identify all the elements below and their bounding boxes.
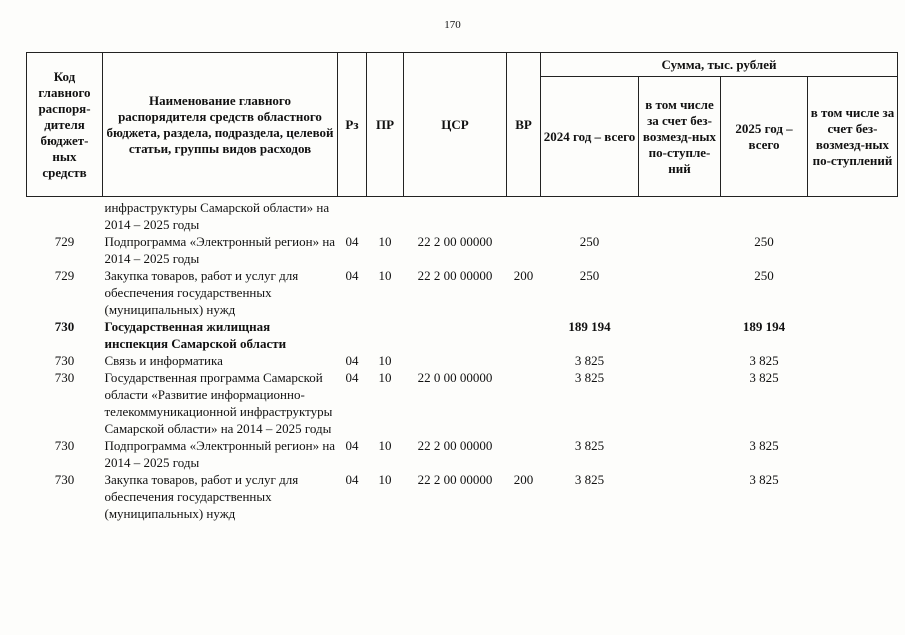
header-vr: ВР — [507, 53, 541, 197]
cell-csr: 22 2 00 00000 — [417, 438, 493, 453]
header-sum: Сумма, тыс. рублей — [541, 53, 898, 77]
header-2024-free: в том числе за счет без-возмезд-ных по-ступле-ний — [639, 77, 721, 197]
cell-vr — [507, 318, 541, 352]
cell-2025-total — [721, 197, 808, 234]
cell-vr: 200 — [513, 268, 534, 283]
cell-vr: 200 — [513, 472, 534, 487]
cell-code: 729 — [54, 234, 75, 249]
header-2024-total: 2024 год – всего — [541, 77, 639, 197]
cell-2024-free — [639, 437, 721, 471]
table-body — [27, 197, 898, 523]
cell-pr: 10 — [378, 370, 392, 385]
cell-pr: 10 — [378, 268, 392, 283]
cell-rz: 04 — [345, 472, 359, 487]
header-pr: ПР — [367, 53, 404, 197]
cell-rz: 04 — [345, 234, 359, 249]
cell-name: Подпрограмма «Электронный регион» на 2014 – 2025 годы — [104, 234, 336, 266]
cell-code: 730 — [54, 353, 75, 368]
cell-2025-free — [808, 369, 898, 437]
cell-code: 730 — [54, 472, 75, 487]
header-name: Наименование главного распорядителя средств областного бюджета, раздела, подраздела, целевой статьи, группы видов расходов — [103, 53, 338, 197]
cell-2025-free — [808, 437, 898, 471]
cell-2024-total: 3 825 — [574, 472, 605, 487]
cell-csr: 22 2 00 00000 — [417, 234, 493, 249]
cell-csr: 22 2 00 00000 — [417, 472, 493, 487]
cell-2024-total: 250 — [579, 234, 600, 249]
cell-pr — [367, 318, 404, 352]
cell-2025-total: 189 194 — [742, 319, 786, 334]
budget-table — [26, 52, 898, 522]
header-csr: ЦСР — [404, 53, 507, 197]
cell-code: 730 — [54, 438, 75, 453]
table-header — [27, 53, 898, 197]
cell-csr — [404, 197, 507, 234]
table-row — [27, 318, 898, 352]
table-row — [27, 233, 898, 267]
cell-csr: 22 2 00 00000 — [417, 268, 493, 283]
header-code: Код главного распоря-дителя бюджет-ных средств — [27, 53, 103, 197]
cell-name: инфраструктуры Самарской области» на 2014 – 2025 годы — [104, 200, 330, 232]
cell-vr — [507, 437, 541, 471]
table-row — [27, 369, 898, 437]
cell-pr: 10 — [378, 438, 392, 453]
cell-name: Государственная программа Самарской области «Развитие информационно-телекоммуникационной инфраструктуры Самарской области» на 2014 – 2025 годы — [104, 370, 333, 436]
cell-name: Связь и информатика — [104, 353, 223, 368]
cell-2024-total: 189 194 — [568, 319, 611, 334]
table-row — [27, 197, 898, 234]
cell-pr — [367, 197, 404, 234]
cell-rz — [338, 318, 367, 352]
cell-2025-free — [808, 318, 898, 352]
cell-2024-total: 250 — [579, 268, 600, 283]
cell-code: 730 — [54, 370, 75, 385]
cell-2025-free — [808, 352, 898, 369]
cell-2025-total: 3 825 — [749, 438, 779, 453]
cell-2025-total: 250 — [754, 268, 774, 283]
table-row — [27, 352, 898, 369]
cell-2024-free — [639, 471, 721, 522]
cell-pr: 10 — [378, 353, 392, 368]
table-row — [27, 437, 898, 471]
cell-vr — [507, 369, 541, 437]
cell-2025-free — [808, 197, 898, 234]
cell-2025-free — [808, 471, 898, 522]
header-2025-total: 2025 год – всего — [721, 77, 808, 197]
page-number: 170 — [444, 19, 461, 31]
cell-2024-free — [639, 318, 721, 352]
cell-vr — [507, 352, 541, 369]
cell-name: Закупка товаров, работ и услуг для обеспечения государственных (муниципальных) нужд — [104, 268, 299, 317]
cell-2024-total: 3 825 — [574, 438, 605, 453]
cell-pr: 10 — [378, 472, 392, 487]
cell-csr — [404, 352, 507, 369]
cell-rz — [338, 197, 367, 234]
cell-2025-total: 3 825 — [749, 370, 779, 385]
cell-vr — [507, 233, 541, 267]
cell-2025-total: 3 825 — [749, 472, 779, 487]
cell-2024-total: 3 825 — [574, 370, 605, 385]
cell-2024-total: 3 825 — [574, 353, 605, 368]
header-2025-free: в том числе за счет без-возмезд-ных по-ступлений — [808, 77, 898, 197]
cell-pr: 10 — [378, 234, 392, 249]
cell-csr: 22 0 00 00000 — [417, 370, 493, 385]
cell-2025-total: 3 825 — [749, 353, 779, 368]
cell-csr — [404, 318, 507, 352]
cell-name: Закупка товаров, работ и услуг для обеспечения государственных (муниципальных) нужд — [104, 472, 299, 521]
cell-code: 729 — [54, 268, 75, 283]
table-row — [27, 471, 898, 522]
cell-2025-free — [808, 233, 898, 267]
cell-2024-free — [639, 267, 721, 318]
cell-2024-free — [639, 352, 721, 369]
cell-2025-free — [808, 267, 898, 318]
cell-rz: 04 — [345, 268, 359, 283]
cell-rz: 04 — [345, 370, 359, 385]
cell-rz: 04 — [345, 438, 359, 453]
cell-2025-total: 250 — [754, 234, 774, 249]
cell-code — [27, 197, 103, 234]
cell-code: 730 — [54, 319, 75, 334]
table-row — [27, 267, 898, 318]
cell-name: Государственная жилищная инспекция Самарской области — [104, 319, 287, 351]
cell-name: Подпрограмма «Электронный регион» на 2014 – 2025 годы — [104, 438, 336, 470]
cell-2024-free — [639, 369, 721, 437]
cell-rz: 04 — [345, 353, 359, 368]
cell-2024-total — [541, 197, 639, 234]
cell-2024-free — [639, 197, 721, 234]
header-rz: Рз — [338, 53, 367, 197]
cell-vr — [507, 197, 541, 234]
cell-2024-free — [639, 233, 721, 267]
